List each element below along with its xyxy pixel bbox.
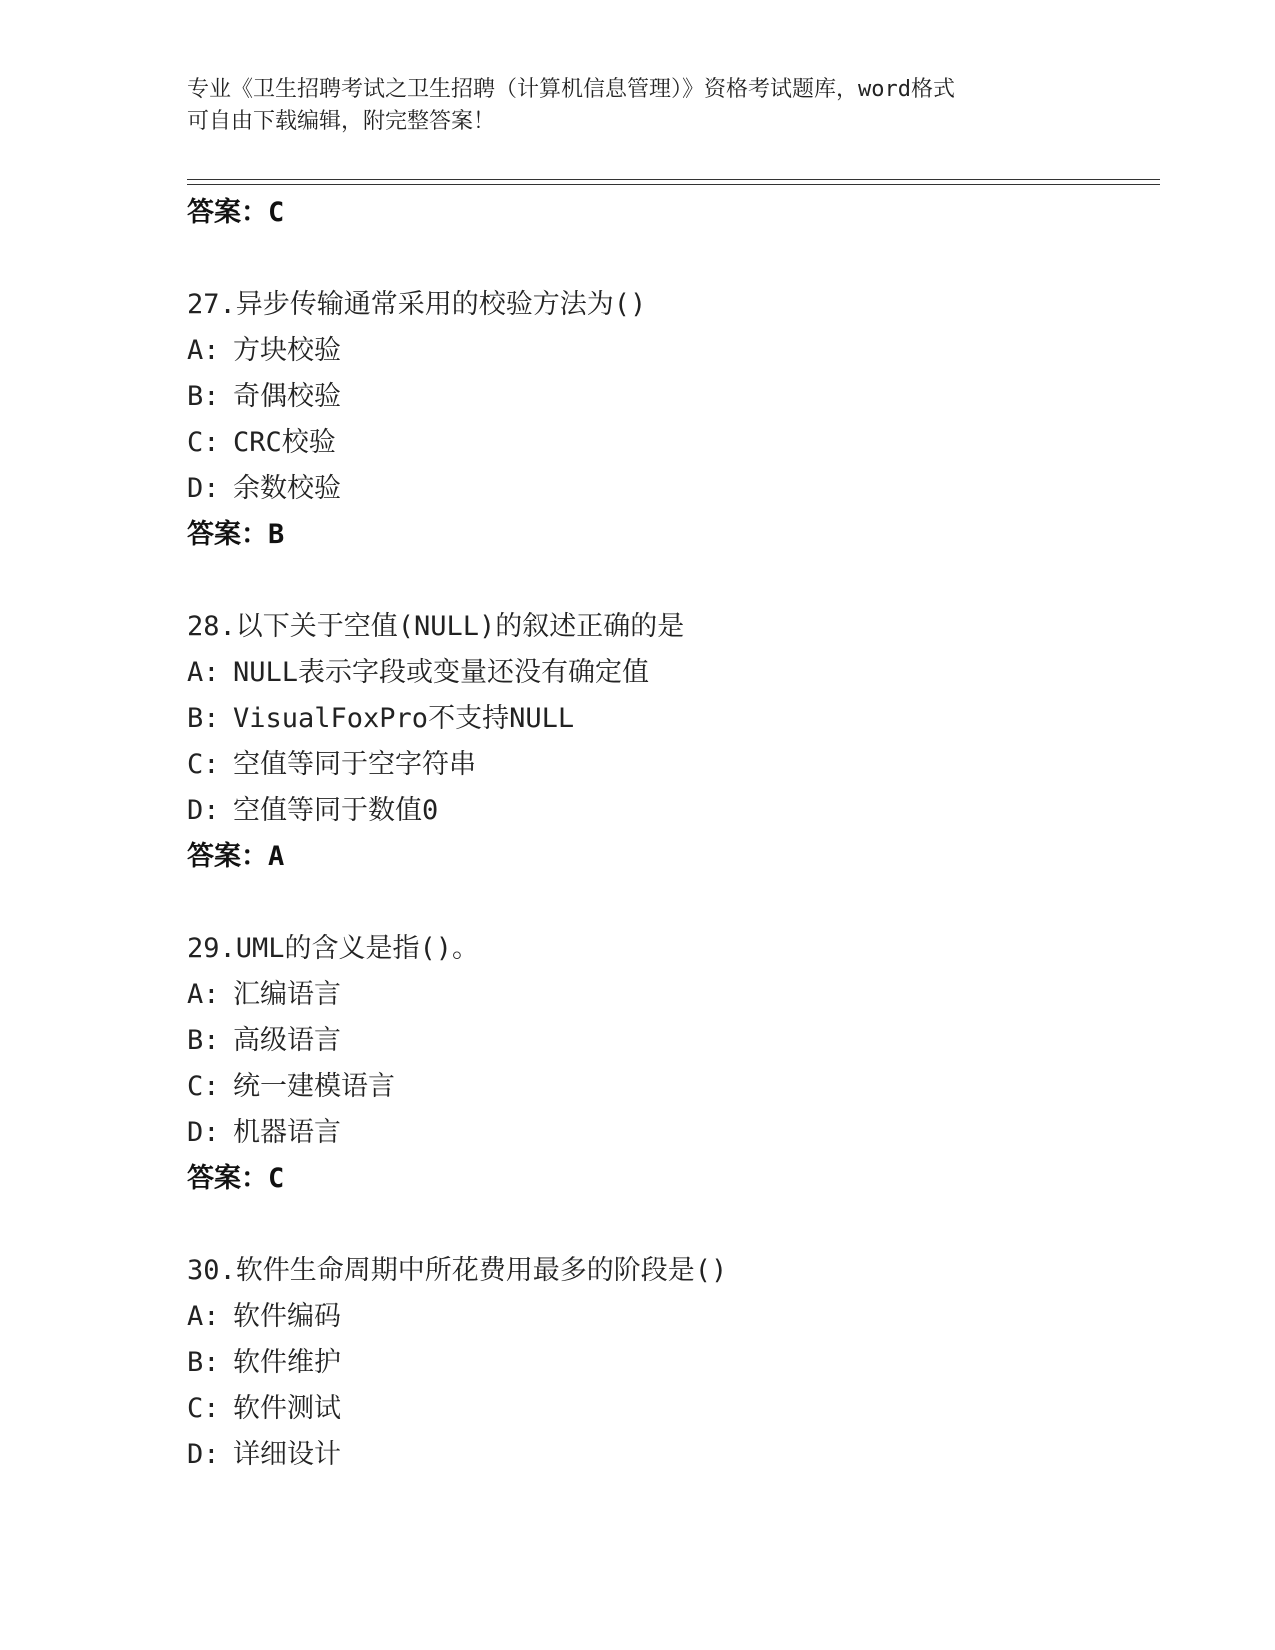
document-header <box>187 74 1087 138</box>
question-stem: 27.异步传输通常采用的校验方法为() <box>187 289 647 320</box>
option-b <box>187 1018 1167 1064</box>
spacer <box>187 1202 1167 1248</box>
option-letter: A: <box>187 979 220 1010</box>
header-line-2: 可自由下载编辑，附完整答案！ <box>187 109 496 134</box>
option-letter: D: <box>187 473 220 504</box>
option-letter: D: <box>187 795 220 826</box>
option-b <box>187 1340 1167 1386</box>
option-a <box>187 1294 1167 1340</box>
answer-label: 答案： <box>187 197 268 228</box>
answer-value: A <box>268 841 285 872</box>
spacer <box>187 558 1167 604</box>
option-letter: C: <box>187 1393 220 1424</box>
option-c <box>187 420 1167 466</box>
option-text: 空值等同于空字符串 <box>233 749 476 780</box>
option-text: 统一建模语言 <box>233 1071 395 1102</box>
option-text: 空值等同于数值0 <box>233 795 439 826</box>
option-text: VisualFoxPro不支持NULL <box>233 703 575 734</box>
answer-label: 答案： <box>187 841 268 872</box>
option-text: 奇偶校验 <box>233 381 341 412</box>
option-text: 余数校验 <box>233 473 341 504</box>
option-b <box>187 696 1167 742</box>
option-b <box>187 374 1167 420</box>
answer-value: C <box>268 197 285 228</box>
answer-line <box>187 1156 1167 1202</box>
option-d <box>187 1110 1167 1156</box>
option-text: 软件维护 <box>233 1347 341 1378</box>
option-letter: C: <box>187 427 220 458</box>
option-letter: B: <box>187 1025 220 1056</box>
option-letter: D: <box>187 1439 220 1470</box>
header-divider-bottom <box>187 184 1160 185</box>
option-letter: A: <box>187 335 220 366</box>
answer-label: 答案： <box>187 1163 268 1194</box>
option-text: 方块校验 <box>233 335 341 366</box>
header-divider-top <box>187 179 1160 180</box>
answer-label: 答案： <box>187 519 268 550</box>
question-list <box>187 190 1167 1478</box>
option-a <box>187 328 1167 374</box>
option-a <box>187 972 1167 1018</box>
answer-value: C <box>268 1163 285 1194</box>
question-stem: 30.软件生命周期中所花费用最多的阶段是() <box>187 1255 728 1286</box>
option-c <box>187 1064 1167 1110</box>
spacer <box>187 880 1167 926</box>
answer-line <box>187 512 1167 558</box>
option-c <box>187 1386 1167 1432</box>
option-letter: C: <box>187 1071 220 1102</box>
option-letter: A: <box>187 1301 220 1332</box>
option-letter: C: <box>187 749 220 780</box>
option-text: 软件测试 <box>233 1393 341 1424</box>
option-letter: D: <box>187 1117 220 1148</box>
spacer <box>187 236 1167 282</box>
option-letter: B: <box>187 703 220 734</box>
answer-value: B <box>268 519 285 550</box>
option-d <box>187 1432 1167 1478</box>
option-d <box>187 466 1167 512</box>
option-letter: B: <box>187 1347 220 1378</box>
question-stem: 28.以下关于空值(NULL)的叙述正确的是 <box>187 611 685 642</box>
option-text: 高级语言 <box>233 1025 341 1056</box>
answer-line <box>187 190 1167 236</box>
option-text: 汇编语言 <box>233 979 341 1010</box>
option-text: NULL表示字段或变量还没有确定值 <box>233 657 650 688</box>
answer-line <box>187 834 1167 880</box>
option-letter: B: <box>187 381 220 412</box>
question-stem: 29.UML的含义是指()。 <box>187 933 480 964</box>
option-text: 软件编码 <box>233 1301 341 1332</box>
option-c <box>187 742 1167 788</box>
option-text: 详细设计 <box>233 1439 341 1470</box>
option-d <box>187 788 1167 834</box>
option-letter: A: <box>187 657 220 688</box>
option-text: 机器语言 <box>233 1117 341 1148</box>
header-line-1: 专业《卫生招聘考试之卫生招聘（计算机信息管理）》资格考试题库，word格式 <box>187 77 955 102</box>
option-a <box>187 650 1167 696</box>
option-text: CRC校验 <box>233 427 336 458</box>
